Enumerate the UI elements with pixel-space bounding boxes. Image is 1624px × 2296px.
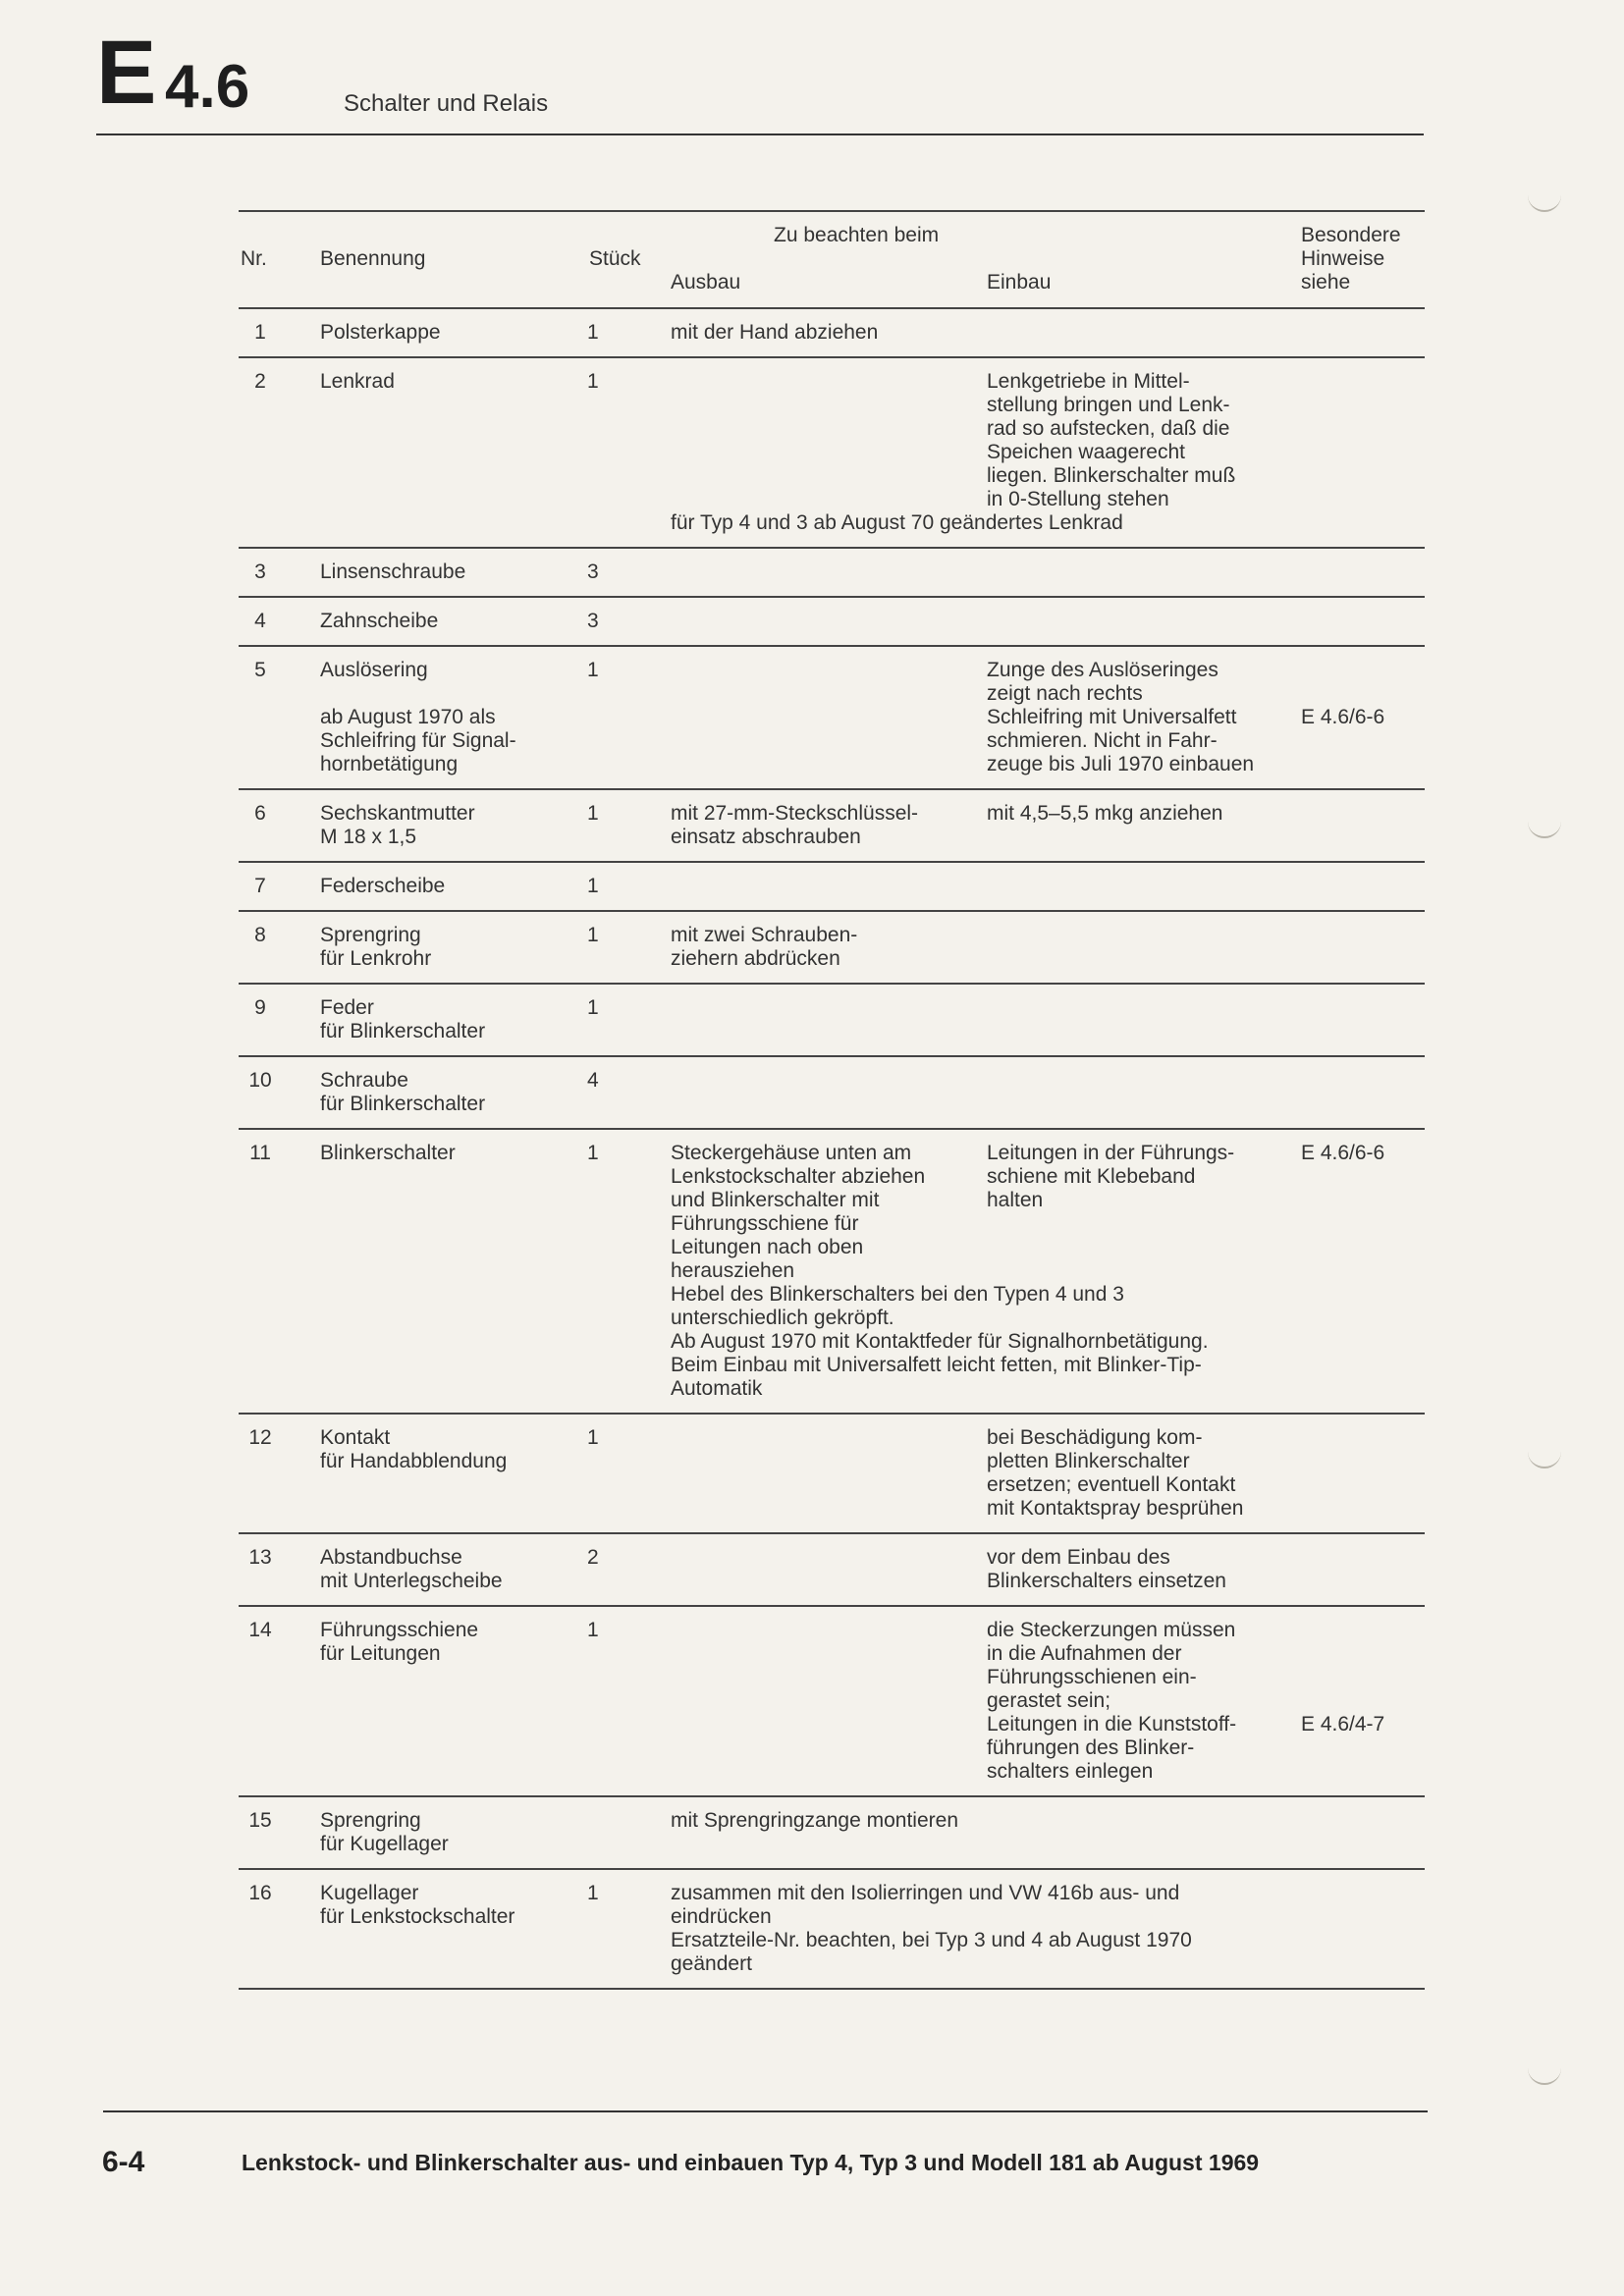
parts-table — [239, 210, 1425, 1990]
cell-nr: 16 — [248, 1882, 272, 1904]
cell-name: Zahnscheibe — [320, 610, 439, 632]
table-row — [239, 912, 1425, 985]
cell-qty: 3 — [587, 561, 599, 583]
cell-einbau: Leitungen in der Führungs- schiene mit Klebeband halten — [987, 1142, 1235, 1211]
cell-name: Lenkrad — [320, 370, 395, 393]
cell-qty: 1 — [587, 1426, 599, 1449]
cell-einbau: mit 4,5–5,5 mkg anziehen — [987, 802, 1223, 825]
cell-qty: 2 — [587, 1546, 599, 1569]
cell-ausbau: mit zwei Schrauben- ziehern abdrücken — [671, 924, 858, 970]
cell-einbau: die Steckerzungen müssen in die Aufnahmen der Führungsschienen ein- gerastet sein; Leitungen in die Kunststoff- führungen des Blinker- schalters einlegen — [987, 1619, 1237, 1783]
table-header — [239, 212, 1425, 309]
table-row — [239, 1130, 1425, 1415]
cell-qty: 1 — [587, 924, 599, 946]
cell-qty: 1 — [587, 875, 599, 897]
cell-name: Sprengring für Kugellager — [320, 1809, 449, 1855]
table-row — [239, 1607, 1425, 1797]
cell-ausbau: mit der Hand abziehen — [671, 321, 879, 344]
cell-nr: 12 — [248, 1426, 272, 1449]
cell-name: Sprengring für Lenkrohr — [320, 924, 432, 970]
section-letter: E — [96, 23, 155, 123]
footer-rule — [103, 2110, 1428, 2112]
table-row — [239, 1057, 1425, 1130]
cell-einbau: bei Beschädigung kom- pletten Blinkerschalter ersetzen; eventuell Kontakt mit Kontaktspray besprühen — [987, 1426, 1244, 1520]
header-ausbau: Ausbau — [671, 271, 741, 294]
page-header — [96, 23, 1424, 137]
header-rule — [96, 133, 1424, 135]
cell-name: Kugellager für Lenkstockschalter — [320, 1882, 515, 1928]
cell-nr: 6 — [254, 802, 266, 825]
cell-nr: 13 — [248, 1546, 272, 1569]
cell-nr: 2 — [254, 370, 266, 393]
cell-ref: E 4.6/6-6 — [1301, 1142, 1385, 1164]
cell-qty: 1 — [587, 370, 599, 393]
cell-name: Blinkerschalter — [320, 1142, 456, 1164]
footer-title: Lenkstock- und Blinkerschalter aus- und einbauen Typ 4, Typ 3 und Modell 181 ab August 1969 — [242, 2150, 1260, 2175]
cell-nr: 7 — [254, 875, 266, 897]
cell-nr: 1 — [254, 321, 266, 344]
cell-qty: 1 — [587, 996, 599, 1019]
cell-name: Sechskantmutter M 18 x 1,5 — [320, 802, 475, 848]
header-qty: Stück — [589, 247, 641, 270]
cell-qty: 4 — [587, 1069, 599, 1092]
cell-nr: 5 — [254, 659, 266, 681]
cell-ref: E 4.6/6-6 — [1301, 706, 1385, 728]
header-group: Zu beachten beim — [774, 224, 940, 246]
header-nr: Nr. — [241, 247, 267, 270]
cell-name: Polsterkappe — [320, 321, 441, 344]
cell-name: Federscheibe — [320, 875, 446, 897]
section-number: 4.6 — [165, 53, 250, 121]
cell-name: Auslösering ab August 1970 als Schleifring für Signal- hornbetätigung — [320, 659, 516, 775]
cell-name: Kontakt für Handabblendung — [320, 1426, 508, 1472]
table-row — [239, 790, 1425, 863]
cell-einbau: vor dem Einbau des Blinkerschalters einsetzen — [987, 1546, 1226, 1592]
cell-qty: 1 — [587, 321, 599, 344]
section-title: Schalter und Relais — [344, 90, 549, 117]
cell-qty: 1 — [587, 802, 599, 825]
cell-nr: 9 — [254, 996, 266, 1019]
cell-name: Führungsschiene für Leitungen — [320, 1619, 479, 1665]
page-number: 6-4 — [102, 2146, 145, 2178]
cell-einbau: Lenkgetriebe in Mittel- stellung bringen und Lenk- rad so aufstecken, daß die Speichen waagerecht liegen. Blinkerschalter muß in 0-Stellung stehen — [987, 370, 1236, 510]
cell-qty: 1 — [587, 1619, 599, 1641]
table-row — [239, 863, 1425, 912]
table-row — [239, 985, 1425, 1057]
cell-nr: 8 — [254, 924, 266, 946]
table-body — [239, 309, 1425, 1990]
cell-ausbau: mit 27-mm-Steckschlüssel- einsatz abschrauben — [671, 802, 919, 848]
cell-note: Hebel des Blinkerschalters bei den Typen 4 und 3 unterschiedlich gekröpft. Ab August 1970 mit Kontaktfeder für Signalhornbetätigung. Beim Einbau mit Universalfett leicht fetten, mit Blinker-Tip- Automatik — [671, 1283, 1209, 1400]
punch-mark — [1528, 1449, 1561, 1468]
cell-note: für Typ 4 und 3 ab August 70 geändertes Lenkrad — [671, 511, 1123, 534]
cell-nr: 11 — [249, 1142, 271, 1164]
cell-nr: 3 — [254, 561, 266, 583]
cell-name: Linsenschraube — [320, 561, 466, 583]
cell-nr: 14 — [248, 1619, 272, 1641]
cell-qty: 1 — [587, 1882, 599, 1904]
table-row — [239, 549, 1425, 598]
cell-ref: E 4.6/4-7 — [1301, 1713, 1385, 1735]
cell-note: mit Sprengringzange montieren — [671, 1809, 958, 1832]
cell-einbau: Zunge des Auslöseringes zeigt nach rechts Schleifring mit Universalfett schmieren. Nicht in Fahr- zeuge bis Juli 1970 einbauen — [987, 659, 1255, 775]
cell-ausbau: Steckergehäuse unten am Lenkstockschalter abziehen und Blinkerschalter mit Führungsschiene für Leitungen nach oben herausziehen — [671, 1142, 926, 1282]
cell-note: zusammen mit den Isolierringen und VW 416b aus- und eindrücken Ersatzteile-Nr. beachten, bei Typ 3 und 4 ab August 1970 geändert — [671, 1882, 1192, 1975]
punch-mark — [1528, 192, 1561, 212]
cell-qty: 3 — [587, 610, 599, 632]
table-row — [239, 1534, 1425, 1607]
cell-qty: 1 — [587, 1142, 599, 1164]
cell-nr: 10 — [248, 1069, 272, 1092]
cell-name: Schraube für Blinkerschalter — [320, 1069, 486, 1115]
cell-name: Abstandbuchse mit Unterlegscheibe — [320, 1546, 503, 1592]
table-row — [239, 1870, 1425, 1990]
header-einbau: Einbau — [987, 271, 1052, 294]
table-row — [239, 309, 1425, 358]
cell-nr: 15 — [248, 1809, 272, 1832]
table-row — [239, 1415, 1425, 1534]
cell-qty: 1 — [587, 659, 599, 681]
cell-nr: 4 — [254, 610, 266, 632]
table-row — [239, 598, 1425, 647]
table-row — [239, 358, 1425, 549]
header-name: Benennung — [320, 247, 426, 270]
cell-name: Feder für Blinkerschalter — [320, 996, 486, 1042]
header-ref: Besondere Hinweise siehe — [1301, 224, 1401, 294]
punch-mark — [1528, 2065, 1561, 2085]
punch-mark — [1528, 819, 1561, 838]
table-row — [239, 647, 1425, 790]
table-row — [239, 1797, 1425, 1870]
